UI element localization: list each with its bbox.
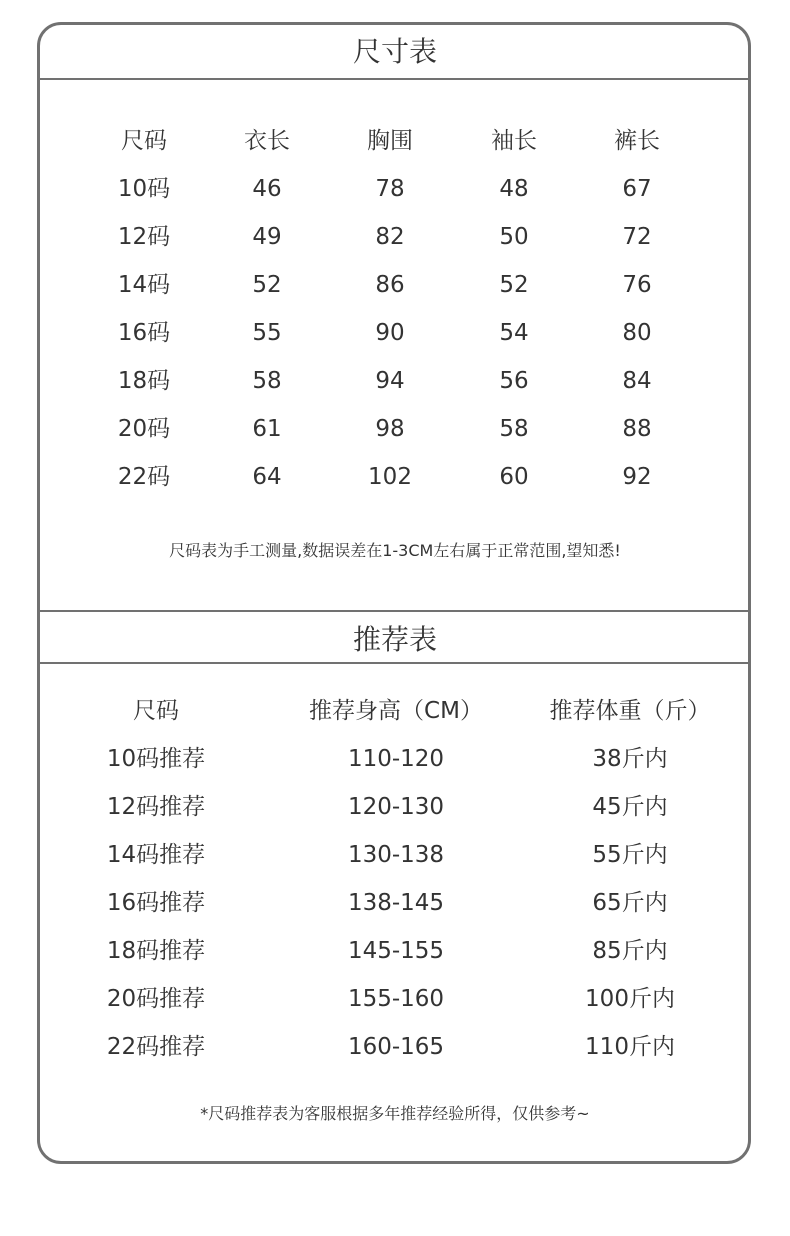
divider (39, 78, 751, 80)
table-header-row (0, 117, 790, 165)
table-cell: 65斤内 (592, 890, 668, 916)
table-cell: 58 (499, 416, 529, 442)
column-header: 衣长 (244, 128, 290, 154)
table-cell: 22码 (117, 464, 171, 490)
table-cell: 14码 (117, 272, 171, 298)
table-cell: 130-138 (347, 842, 445, 868)
table-cell: 84 (622, 368, 652, 394)
column-header: 尺码 (121, 128, 167, 154)
table-cell: 98 (375, 416, 405, 442)
table-cell: 55 (252, 320, 282, 346)
table-row (0, 831, 790, 879)
table-header-row (0, 687, 790, 735)
table-row (0, 405, 790, 453)
table-cell: 12码 (117, 224, 171, 250)
table-cell: 16码推荐 (106, 890, 206, 916)
table-row (0, 879, 790, 927)
table-cell: 94 (375, 368, 405, 394)
table-cell: 82 (375, 224, 405, 250)
table-cell: 52 (499, 272, 529, 298)
table-cell: 16码 (117, 320, 171, 346)
table-cell: 55斤内 (592, 842, 668, 868)
table-cell: 58 (252, 368, 282, 394)
table-cell: 10码 (117, 176, 171, 202)
column-header: 推荐体重（斤） (549, 698, 711, 724)
table-cell: 50 (499, 224, 529, 250)
table-cell: 48 (499, 176, 529, 202)
table-row (0, 1023, 790, 1071)
table-cell: 20码推荐 (106, 986, 206, 1012)
table-cell: 49 (252, 224, 282, 250)
table-cell: 56 (499, 368, 529, 394)
table-row (0, 261, 790, 309)
table-row (0, 783, 790, 831)
table-cell: 120-130 (347, 794, 445, 820)
column-header: 袖长 (491, 128, 537, 154)
table-row (0, 165, 790, 213)
table-cell: 64 (252, 464, 282, 490)
table-cell: 22码推荐 (106, 1034, 206, 1060)
table-row (0, 453, 790, 501)
table-cell: 10码推荐 (106, 746, 206, 772)
table-cell: 18码 (117, 368, 171, 394)
table-cell: 52 (252, 272, 282, 298)
divider (39, 662, 751, 664)
column-header: 尺码 (133, 698, 179, 724)
table-cell: 88 (622, 416, 652, 442)
table-row (0, 309, 790, 357)
table-cell: 155-160 (347, 986, 445, 1012)
table-cell: 61 (252, 416, 282, 442)
table-cell: 145-155 (347, 938, 445, 964)
column-header: 胸围 (367, 128, 413, 154)
table-cell: 60 (499, 464, 529, 490)
table-cell: 100斤内 (585, 986, 675, 1012)
table-cell: 138-145 (347, 890, 445, 916)
table-cell: 46 (252, 176, 282, 202)
table-cell: 160-165 (347, 1034, 445, 1060)
table-cell: 54 (499, 320, 529, 346)
table-cell: 72 (622, 224, 652, 250)
table-cell: 90 (375, 320, 405, 346)
divider (39, 610, 751, 612)
table-cell: 102 (368, 464, 412, 490)
recommend-chart-title: 推荐表 (352, 623, 437, 656)
size-chart-title: 尺寸表 (352, 35, 437, 68)
column-header: 推荐身高（CM） (309, 698, 483, 724)
recommend-chart-note: *尺码推荐表为客服根据多年推荐经验所得，仅供参考~ (200, 1104, 590, 1123)
table-cell: 110斤内 (585, 1034, 675, 1060)
table-cell: 67 (622, 176, 652, 202)
table-row (0, 927, 790, 975)
table-cell: 80 (622, 320, 652, 346)
table-cell: 20码 (117, 416, 171, 442)
table-cell: 76 (622, 272, 652, 298)
table-row (0, 357, 790, 405)
table-row (0, 213, 790, 261)
table-cell: 86 (375, 272, 405, 298)
table-row (0, 975, 790, 1023)
size-chart-note: 尺码表为手工测量,数据误差在1-3CM左右属于正常范围,望知悉! (169, 541, 621, 560)
table-cell: 78 (375, 176, 405, 202)
table-cell: 18码推荐 (106, 938, 206, 964)
table-cell: 85斤内 (592, 938, 668, 964)
table-cell: 12码推荐 (106, 794, 206, 820)
table-cell: 38斤内 (592, 746, 668, 772)
table-cell: 92 (622, 464, 652, 490)
table-cell: 110-120 (347, 746, 445, 772)
table-row (0, 735, 790, 783)
table-cell: 45斤内 (592, 794, 668, 820)
table-cell: 14码推荐 (106, 842, 206, 868)
column-header: 裤长 (614, 128, 660, 154)
